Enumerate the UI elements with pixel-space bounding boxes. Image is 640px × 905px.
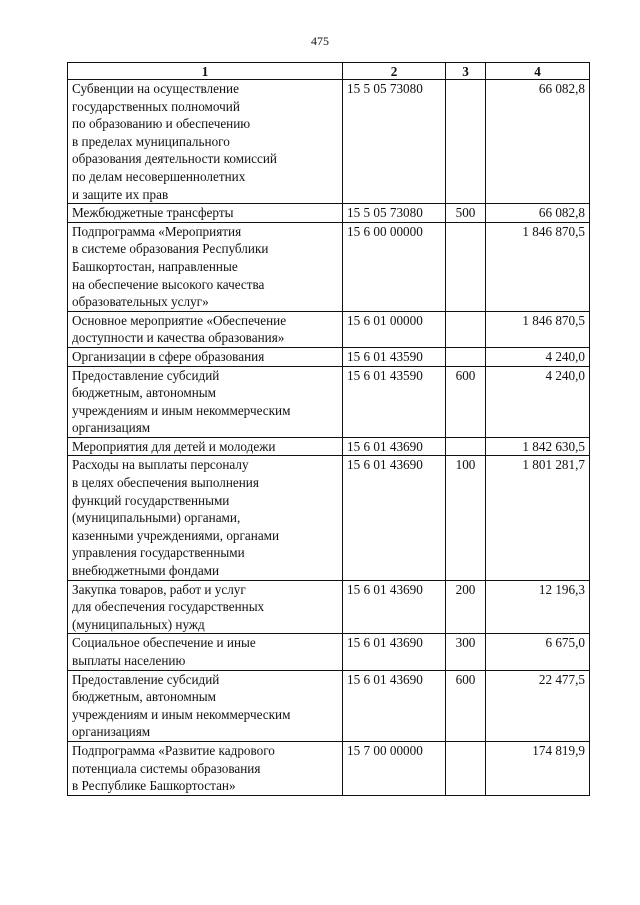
row-amount: 22 477,5	[486, 670, 590, 741]
table-row	[68, 347, 590, 366]
row-expense-type: 100	[446, 456, 486, 580]
row-expense-type: 600	[446, 670, 486, 741]
table-row	[68, 456, 590, 580]
column-header-type: 3	[446, 63, 486, 80]
row-code: 15 6 01 43590	[343, 347, 446, 366]
row-amount: 1 842 630,5	[486, 437, 590, 456]
column-header-name: 1	[68, 63, 343, 80]
row-amount: 1 846 870,5	[486, 222, 590, 311]
row-amount: 4 240,0	[486, 366, 590, 437]
row-expense-type: 200	[446, 580, 486, 634]
row-code: 15 7 00 00000	[343, 741, 446, 795]
row-name: Субвенции на осуществление государственных полномочий по образованию и обеспечению в пределах муниципального образования деятельности комиссий по делам несовершеннолетних и защите их прав	[68, 80, 343, 204]
row-amount: 66 082,8	[486, 204, 590, 223]
row-amount: 174 819,9	[486, 741, 590, 795]
row-expense-type	[446, 80, 486, 204]
table-row	[68, 311, 590, 347]
table-row	[68, 670, 590, 741]
row-name: Закупка товаров, работ и услуг для обеспечения государственных (муниципальных) нужд	[68, 580, 343, 634]
row-code: 15 6 01 43690	[343, 670, 446, 741]
row-name: Расходы на выплаты персоналу в целях обеспечения выполнения функций государственными (муниципальными) органами, казенными учреждениями, органами управления государственными внебюджетными фондами	[68, 456, 343, 580]
row-amount: 6 675,0	[486, 634, 590, 670]
row-code: 15 6 01 00000	[343, 311, 446, 347]
row-code: 15 6 01 43690	[343, 437, 446, 456]
budget-table	[67, 62, 590, 796]
row-expense-type	[446, 437, 486, 456]
column-header-amount: 4	[486, 63, 590, 80]
row-name: Мероприятия для детей и молодежи	[68, 437, 343, 456]
table-row	[68, 222, 590, 311]
row-expense-type: 500	[446, 204, 486, 223]
row-name: Социальное обеспечение и иные выплаты населению	[68, 634, 343, 670]
row-code: 15 5 05 73080	[343, 204, 446, 223]
table-row	[68, 437, 590, 456]
row-code: 15 5 05 73080	[343, 80, 446, 204]
row-code: 15 6 01 43590	[343, 366, 446, 437]
row-name: Предоставление субсидий бюджетным, автономным учреждениям и иным некоммерческим организациям	[68, 670, 343, 741]
row-name: Основное мероприятие «Обеспечение доступности и качества образования»	[68, 311, 343, 347]
row-expense-type	[446, 741, 486, 795]
row-amount: 4 240,0	[486, 347, 590, 366]
row-expense-type	[446, 222, 486, 311]
page-number: 475	[311, 34, 329, 48]
row-amount: 1 801 281,7	[486, 456, 590, 580]
row-code: 15 6 01 43690	[343, 580, 446, 634]
row-amount: 12 196,3	[486, 580, 590, 634]
table-row	[68, 741, 590, 795]
row-amount: 1 846 870,5	[486, 311, 590, 347]
row-code: 15 6 01 43690	[343, 634, 446, 670]
row-name: Межбюджетные трансферты	[68, 204, 343, 223]
table-row	[68, 634, 590, 670]
row-name: Подпрограмма «Развитие кадрового потенциала системы образования в Республике Башкортостан»	[68, 741, 343, 795]
row-name: Предоставление субсидий бюджетным, автономным учреждениям и иным некоммерческим организациям	[68, 366, 343, 437]
row-expense-type: 600	[446, 366, 486, 437]
row-name: Подпрограмма «Мероприятия в системе образования Республики Башкортостан, направленные на обеспечение высокого качества образовательных услуг»	[68, 222, 343, 311]
row-name: Организации в сфере образования	[68, 347, 343, 366]
table-header-row	[68, 63, 590, 80]
row-code: 15 6 01 43690	[343, 456, 446, 580]
table-row	[68, 580, 590, 634]
row-expense-type	[446, 347, 486, 366]
row-amount: 66 082,8	[486, 80, 590, 204]
table-row	[68, 204, 590, 223]
row-expense-type	[446, 311, 486, 347]
row-expense-type: 300	[446, 634, 486, 670]
table-row	[68, 366, 590, 437]
column-header-code: 2	[343, 63, 446, 80]
row-code: 15 6 00 00000	[343, 222, 446, 311]
table-row	[68, 80, 590, 204]
